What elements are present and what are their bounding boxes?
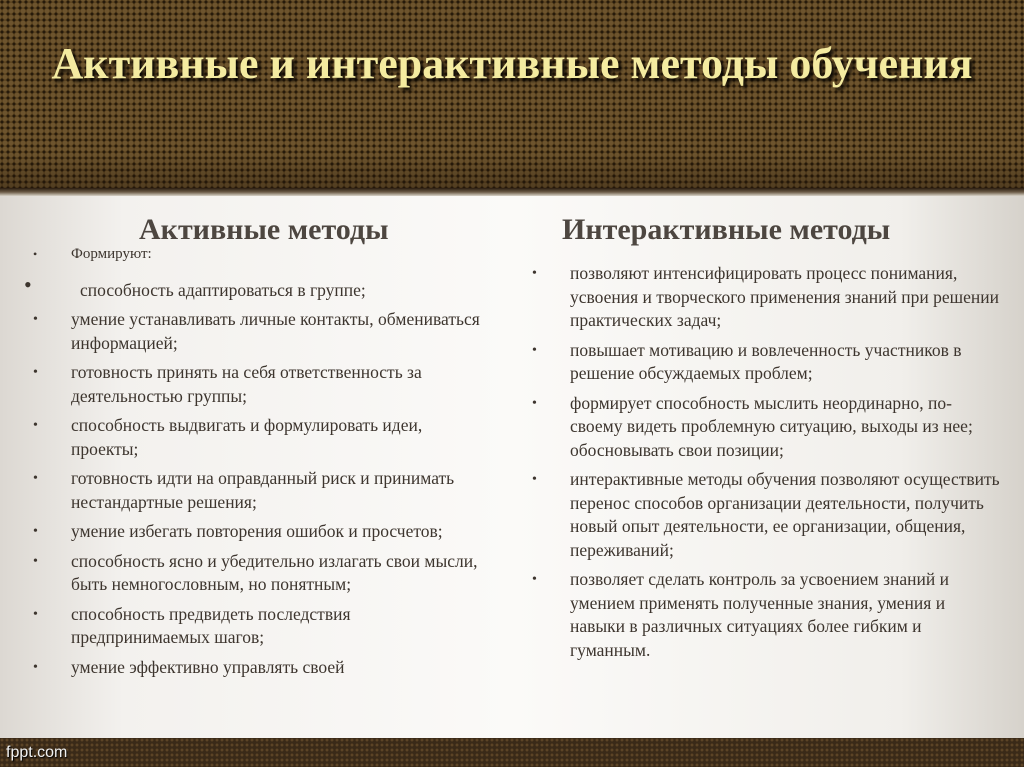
divider [0,188,1024,196]
bullet-icon: • [532,472,537,487]
list-item-text: Формируют: [71,246,152,262]
bullet-icon: • [33,365,38,380]
list-item-text: способность предвидеть последствия предпринимаемых шагов; [71,603,351,647]
list-item-text: готовность идти на оправданный риск и принимать нестандартные решения; [71,468,455,512]
bullet-icon: • [24,271,32,297]
list-item [532,468,1000,562]
list-item [33,603,491,650]
list-item-text: повышает мотивацию и вовлеченность участников в решение обсуждаемых проблем; [570,339,962,383]
list-item-text: умение избегать повторения ошибок и просчетов; [71,521,443,541]
footer-bar [0,738,1024,767]
list-item [532,392,1000,463]
active-methods-heading: Активные методы [139,213,389,246]
list-item [33,243,491,267]
list-item [33,361,491,408]
list-item [33,550,491,597]
list-item-text: позволяют интенсифицировать процесс понимания, усвоения и творческого применения знаний при решении практических задач; [570,263,999,330]
fppt-logo[interactable]: fppt.com [6,744,68,761]
active-methods-list [24,243,491,685]
list-item-text: способность выдвигать и формулировать идеи, проекты; [71,415,423,459]
bullet-icon: • [532,266,537,281]
list-item [24,271,491,303]
list-item-text: формирует способность мыслить неординарно, по-своему видеть проблемную ситуацию, выходы из нее; обосновывать свои позиции; [570,392,973,460]
list-item [532,262,1000,333]
slide-title: Активные и интерактивные методы обучения [51,39,973,88]
list-item-text: умение устанавливать личные контакты, обмениваться информацией; [71,309,480,353]
title-banner [0,0,1024,188]
bullet-icon: • [532,572,537,587]
bullet-icon: • [33,606,38,622]
bullet-icon: • [33,553,38,569]
list-item [532,339,1000,386]
list-item-text: способность ясно и убедительно излагать свои мысли, быть немногословным, но понятным; [71,550,478,594]
list-item [33,520,491,544]
bullet-icon: • [33,312,38,327]
list-item [33,467,491,514]
bullet-icon: • [33,247,38,261]
list-item [33,414,491,461]
bullet-icon: • [33,471,38,486]
list-item [532,568,1000,662]
list-item [33,656,491,680]
list-item-text: готовность принять на себя ответственность за деятельностью группы; [71,362,422,406]
bullet-icon: • [33,659,38,675]
list-item-text: интерактивные методы обучения позволяют осуществить перенос способов организации деятельности, получить новый опыт деятельности, ее организации, общения, переживаний; [570,469,1000,560]
list-item-text: способность адаптироваться в группе; [80,279,366,300]
interactive-methods-heading: Интерактивные методы [562,213,891,246]
bullet-icon: • [33,524,38,539]
list-item-text: позволяет сделать контроль за усвоением знаний и умением применять полученные знания, умения и навыки в различных ситуациях более гибким и гуманным. [570,569,949,660]
bullet-icon: • [33,418,38,433]
interactive-methods-list [532,262,1000,668]
bullet-icon: • [532,342,537,358]
bullet-icon: • [532,395,537,411]
list-item-text: умение эффективно управлять своей [71,656,345,677]
content-panel [0,196,1024,738]
list-item [33,308,491,355]
